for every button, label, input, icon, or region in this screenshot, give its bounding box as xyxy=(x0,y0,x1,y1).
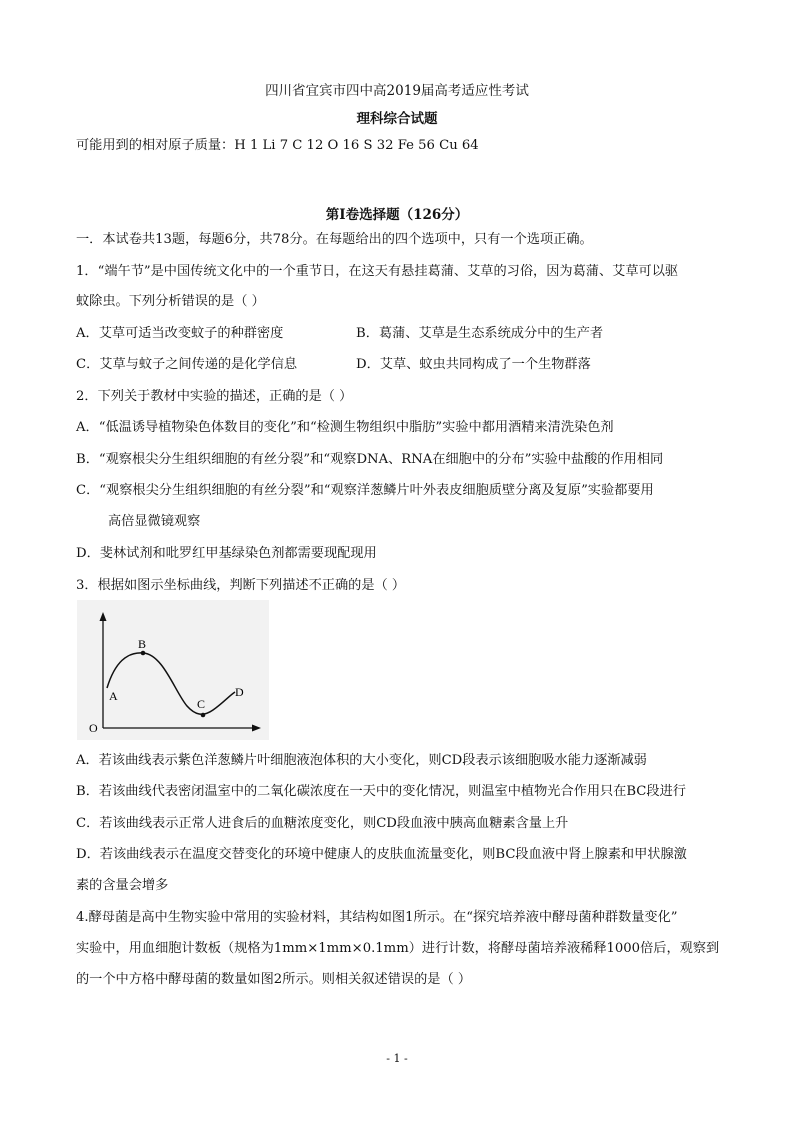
point-label-b: B xyxy=(138,637,147,651)
q2-option-c-line2: 高倍显微镜观察 xyxy=(108,514,201,529)
point-label-d: D xyxy=(235,685,244,699)
section-instruction: 一．本试卷共13题，每题6分，共78分。在每题给出的四个选项中，只有一个选项正确。 xyxy=(76,232,593,247)
q2-stem: 2．下列关于教材中实验的描述，正确的是（ ） xyxy=(76,389,353,404)
q2-option-b: B．“观察根尖分生组织细胞的有丝分裂”和“观察DNA、RNA在细胞中的分布”实验中盐酸的作用相同 xyxy=(76,452,664,467)
origin-label: O xyxy=(89,721,98,735)
q3-option-a: A．若该曲线表示紫色洋葱鳞片叶细胞液泡体积的大小变化，则CD段表示该细胞吸水能力逐渐减弱 xyxy=(76,753,647,768)
point-b xyxy=(141,651,146,656)
y-axis-arrow xyxy=(100,612,107,621)
q3-option-b: B．若该曲线代表密闭温室中的二氧化碳浓度在一天中的变化情况，则温室中植物光合作用只在BC段进行 xyxy=(76,784,686,799)
q1-stem-line1: 1．“端午节”是中国传统文化中的一个重节日，在这天有悬挂葛蒲、艾草的习俗，因为葛蒲、艾草可以驱 xyxy=(76,264,679,279)
q3-stem: 3．根据如图示坐标曲线，判断下列描述不正确的是（ ） xyxy=(76,578,406,593)
q1-option-b: B．葛蒲、艾草是生态系统成分中的生产者 xyxy=(356,326,604,341)
q3-option-d-line2: 素的含量会增多 xyxy=(76,878,169,893)
q3-curve-svg xyxy=(77,600,269,740)
q4-line3: 的一个中方格中酵母菌的数量如图2所示。则相关叙述错误的是（ ） xyxy=(76,972,472,987)
q3-option-d-line1: D．若该曲线表示在温度交替变化的环境中健康人的皮肤血流量变化，则BC段血液中肾上腺素和甲状腺激 xyxy=(76,847,687,862)
curve-line xyxy=(107,653,235,714)
exam-title: 四川省宜宾市四中高2019届高考适应性考试 xyxy=(265,83,529,99)
q3-option-c: C．若该曲线表示正常人进食后的血糖浓度变化，则CD段血液中胰高血糖素含量上升 xyxy=(76,816,569,831)
q3-curve-figure xyxy=(77,600,269,740)
exam-subtitle: 理科综合试题 xyxy=(356,111,438,127)
q1-option-c: C．艾草与蚊子之间传递的是化学信息 xyxy=(76,357,298,372)
q2-option-d: D．斐林试剂和吡罗红甲基绿染色剂都需要现配现用 xyxy=(76,546,377,561)
point-label-a: A xyxy=(109,689,118,703)
point-c xyxy=(201,713,206,718)
page-number: - 1 - xyxy=(386,1052,408,1065)
x-axis-arrow xyxy=(252,725,261,732)
q1-option-d: D．艾草、蚊虫共同构成了一个生物群落 xyxy=(356,357,591,372)
q2-option-a: A．“低温诱导植物染色体数目的变化”和“检测生物组织中脂肪”实验中都用酒精来清洗染色剂 xyxy=(76,420,614,435)
q4-line2: 实验中，用血细胞计数板（规格为1mm×1mm×0.1mm）进行计数，将酵母菌培养液稀释1000倍后，观察到 xyxy=(76,941,720,956)
q1-option-a: A．艾草可适当改变蚊子的种群密度 xyxy=(76,326,284,341)
point-label-c: C xyxy=(197,697,206,711)
q4-line1: 4.酵母菌是高中生物实验中常用的实验材料，其结构如图1所示。在“探究培养液中酵母菌种群数量变化” xyxy=(76,910,678,925)
section-title: 第Ⅰ卷选择题（126分） xyxy=(325,207,469,223)
atomic-masses: 可能用到的相对原子质量：H 1 Li 7 C 12 O 16 S 32 Fe 56 Cu 64 xyxy=(76,138,479,153)
q2-option-c-line1: C．“观察根尖分生组织细胞的有丝分裂”和“观察洋葱鳞片叶外表皮细胞质壁分离及复原”实验都要用 xyxy=(76,483,654,498)
q1-stem-line2: 蚊除虫。下列分析错误的是（ ） xyxy=(76,294,265,309)
